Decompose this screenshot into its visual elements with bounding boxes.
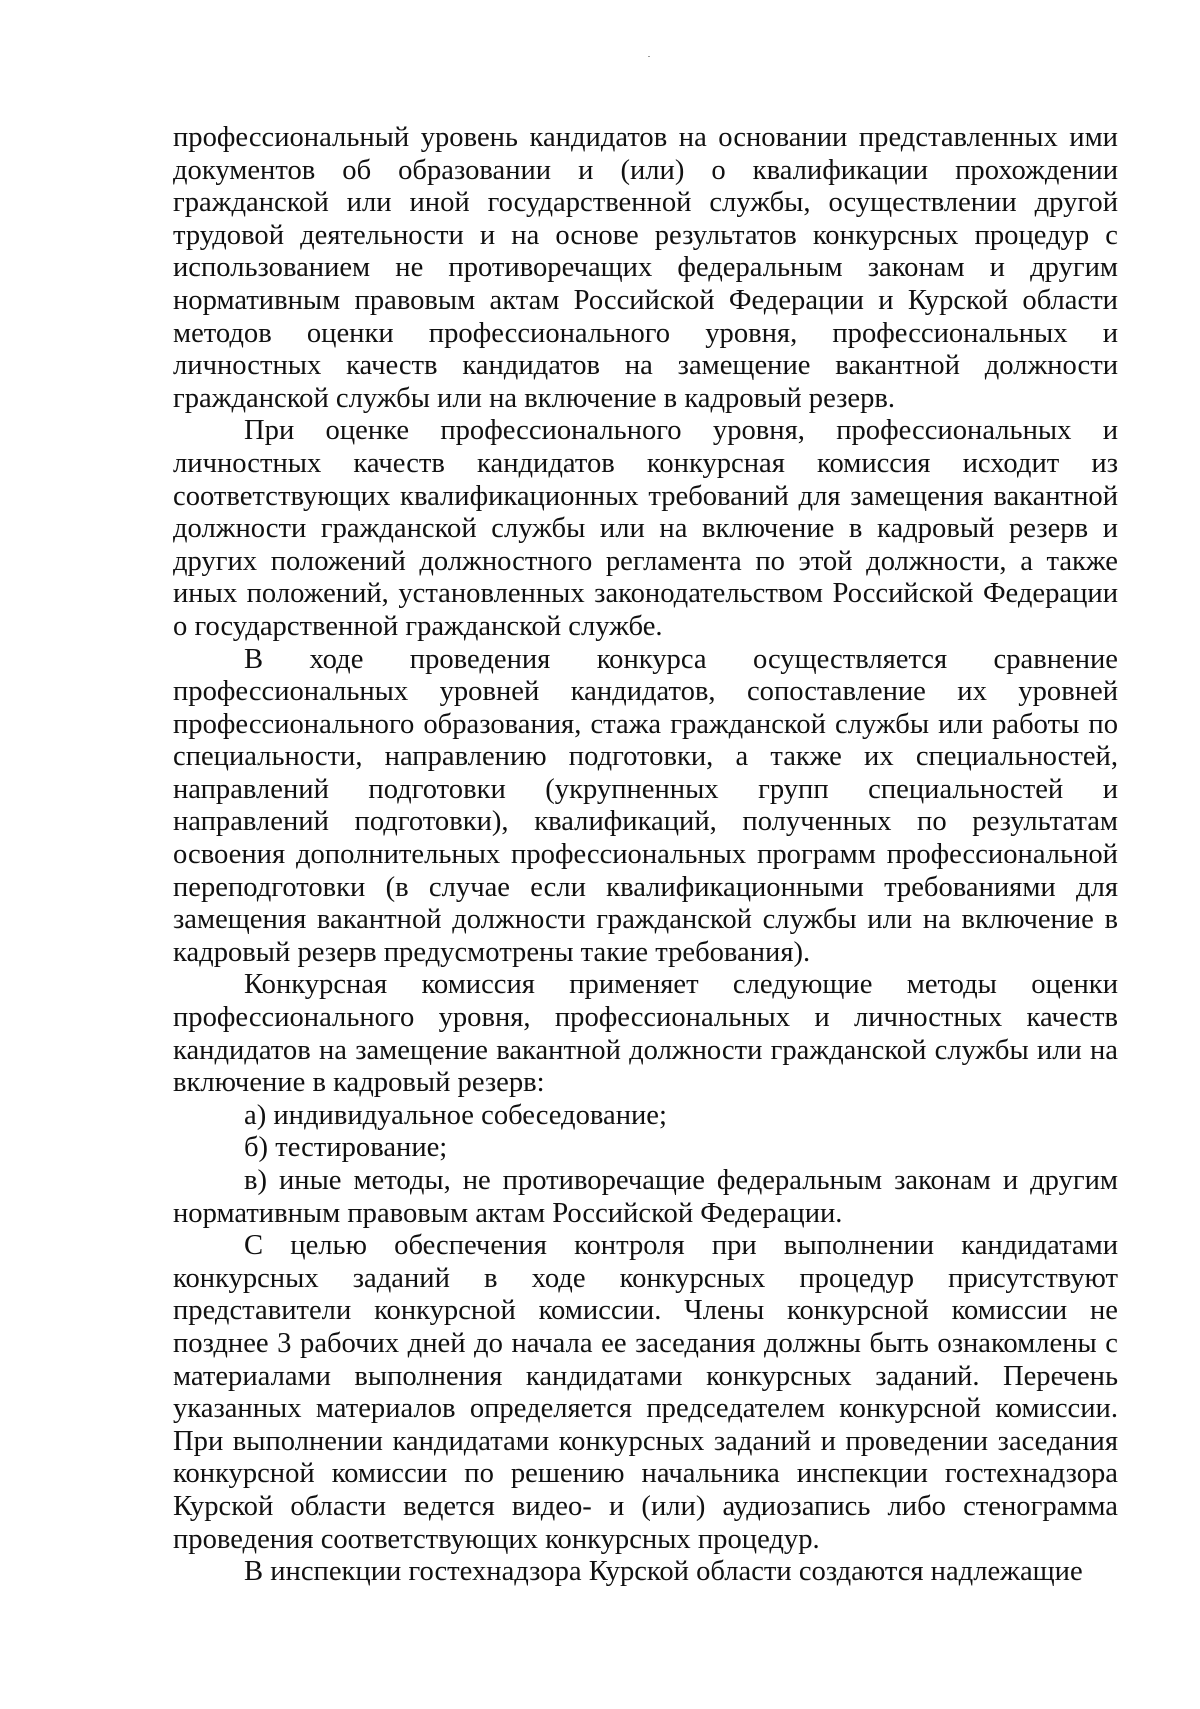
- scan-artifact: [648, 56, 650, 57]
- list-item-testing: б) тестирование;: [244, 1132, 448, 1164]
- paragraph-continuation: профессиональный уровень кандидатов на основании представленных ими документов об образовании и (или) о квалификации прохождении гражданской или иной государственной службы, осуществлении другой трудовой деятельности и на основе результатов конкурсных процедур с использованием не противоречащих федеральным законам и другим нормативным правовым актам Российской Федерации и Курской области методов оценки профессионального уровня, профессиональных и личностных качеств кандидатов на замещение вакантной должности гражданской службы или на включение в кадровый резерв.: [173, 122, 1118, 414]
- list-item-other-methods: в) иные методы, не противоречащие федеральным законам и другим нормативным правовым актам Российской Федерации.: [173, 1165, 1118, 1229]
- document-body: [173, 122, 1118, 1589]
- paragraph-assessment-basis: При оценке профессионального уровня, профессиональных и личностных качеств кандидатов конкурсная комиссия исходит из соответствующих квалификационных требований для замещения вакантной должности гражданской службы или на включение в кадровый резерв и других положений должностного регламента по этой должности, а также иных положений, установленных законодательством Российской Федерации о государственной гражданской службе.: [173, 415, 1118, 642]
- paragraph-comparison: В ходе проведения конкурса осуществляется сравнение профессиональных уровней кандидатов, сопоставление их уровней профессионального образования, стажа гражданской службы или работы по специальности, направлению подготовки, а также их специальностей, направлений подготовки (укрупненных групп специальностей и направлений подготовки), квалификаций, полученных по результатам освоения дополнительных профессиональных программ профессиональной переподготовки (в случае если квалификационными требованиями для замещения вакантной должности гражданской службы или на включение в кадровый резерв предусмотрены такие требования).: [173, 643, 1118, 968]
- paragraph-control: С целью обеспечения контроля при выполнении кандидатами конкурсных заданий в ходе конкурсных процедур присутствуют представители конкурсной комиссии. Члены конкурсной комиссии не позднее 3 рабочих дней до начала ее заседания должны быть ознакомлены с материалами выполнения кандидатами конкурсных заданий. Перечень указанных материалов определяется председателем конкурсной комиссии. При выполнении кандидатами конкурсных заданий и проведении заседания конкурсной комиссии по решению начальника инспекции гостехнадзора Курской области ведется видео- и (или) аудиозапись либо стенограмма проведения соответствующих конкурсных процедур.: [173, 1230, 1118, 1555]
- paragraph-final-fragment: В инспекции гостехнадзора Курской области создаются надлежащие: [244, 1556, 1083, 1588]
- list-item-interview: а) индивидуальное собеседование;: [244, 1099, 667, 1131]
- paragraph-methods-intro: Конкурсная комиссия применяет следующие методы оценки профессионального уровня, профессиональных и личностных качеств кандидатов на замещение вакантной должности гражданской службы или на включение в кадровый резерв:: [173, 969, 1118, 1099]
